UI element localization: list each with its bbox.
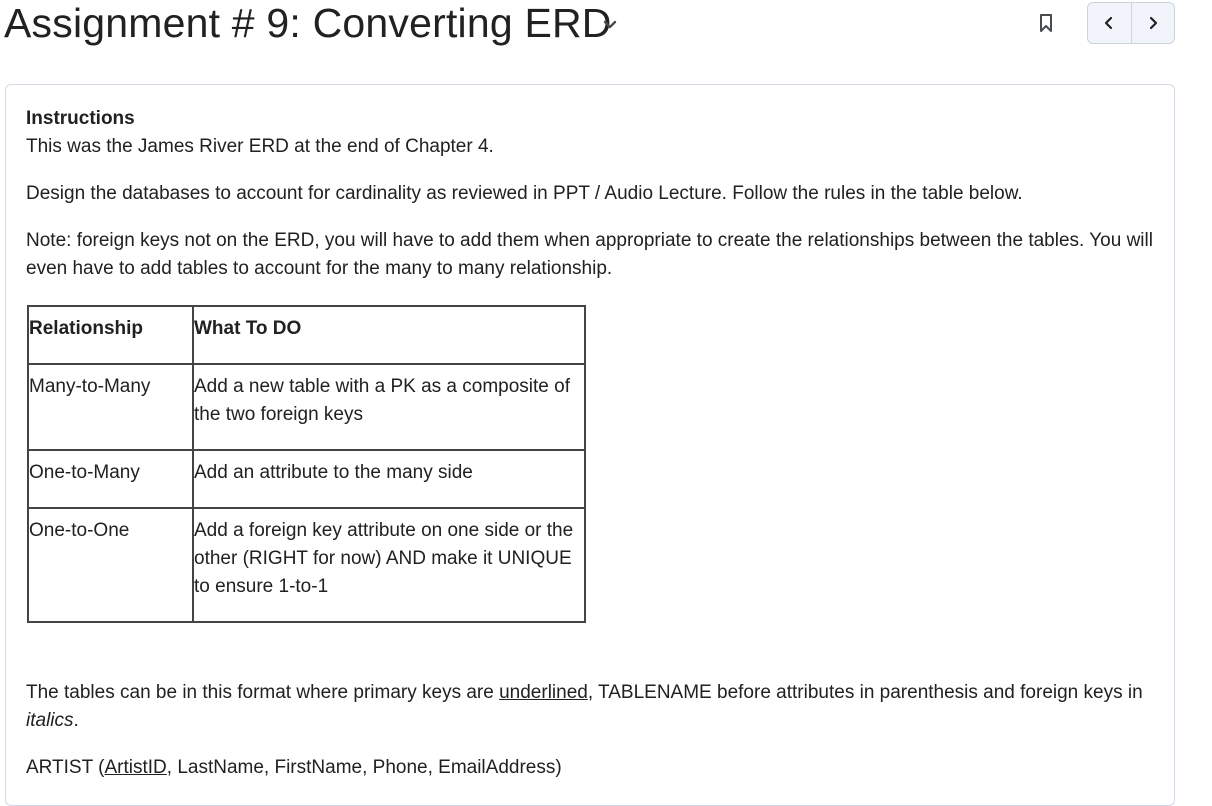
example-prefix: ARTIST ( (26, 757, 105, 778)
relationship-cell: One-to-Many (28, 450, 193, 508)
format-part3: . (73, 710, 79, 731)
chevron-down-icon[interactable] (601, 16, 619, 34)
assignment-instructions-card (5, 84, 1175, 806)
previous-topic-button[interactable] (1088, 3, 1131, 43)
relationship-cell: One-to-One (28, 508, 193, 622)
table-row (28, 364, 585, 450)
instructions-content (26, 105, 1161, 782)
chevron-left-icon (1101, 15, 1117, 31)
table-header-row (28, 306, 585, 364)
action-cell: Add a new table with a PK as a composite of the two foreign keys (193, 364, 585, 450)
format-part1: The tables can be in this format where primary keys are (26, 682, 500, 703)
italics-example: italics (26, 710, 74, 731)
intro-text: This was the James River ERD at the end of Chapter 4. (26, 136, 494, 157)
example-rest: , LastName, FirstName, Phone, EmailAddress) (166, 757, 562, 778)
underlined-example: underlined (499, 682, 588, 703)
header-relationship: Relationship (28, 306, 193, 364)
artist-example (26, 754, 1161, 782)
relationship-cell: Many-to-Many (28, 364, 193, 450)
note-text: Note: foreign keys not on the ERD, you will have to add them when appropriate to create the relationships between the tables. You will even have to add tables to account for the many to many relationship. (26, 230, 1153, 279)
chevron-right-icon (1145, 15, 1161, 31)
topic-navigation (1087, 2, 1175, 44)
table-row (28, 450, 585, 508)
action-cell: Add a foreign key attribute on one side or the other (RIGHT for now) AND make it UNIQUE to ensure 1-to-1 (193, 508, 585, 622)
rules-table (27, 305, 586, 623)
table-row (28, 508, 585, 622)
format-part2: , TABLENAME before attributes in parenthesis and foreign keys in (587, 682, 1143, 703)
page-title[interactable]: Assignment # 9: Converting ERD (4, 0, 612, 46)
header-what-to-do: What To DO (193, 306, 585, 364)
next-topic-button[interactable] (1131, 3, 1175, 43)
design-text: Design the databases to account for cardinality as reviewed in PPT / Audio Lecture. Follow the rules in the table below. (26, 183, 1023, 204)
bookmark-icon[interactable] (1036, 12, 1056, 34)
action-cell: Add an attribute to the many side (193, 450, 585, 508)
example-primary-key: ArtistID (104, 757, 167, 778)
instructions-heading: Instructions (26, 108, 135, 129)
format-text (26, 679, 1161, 735)
